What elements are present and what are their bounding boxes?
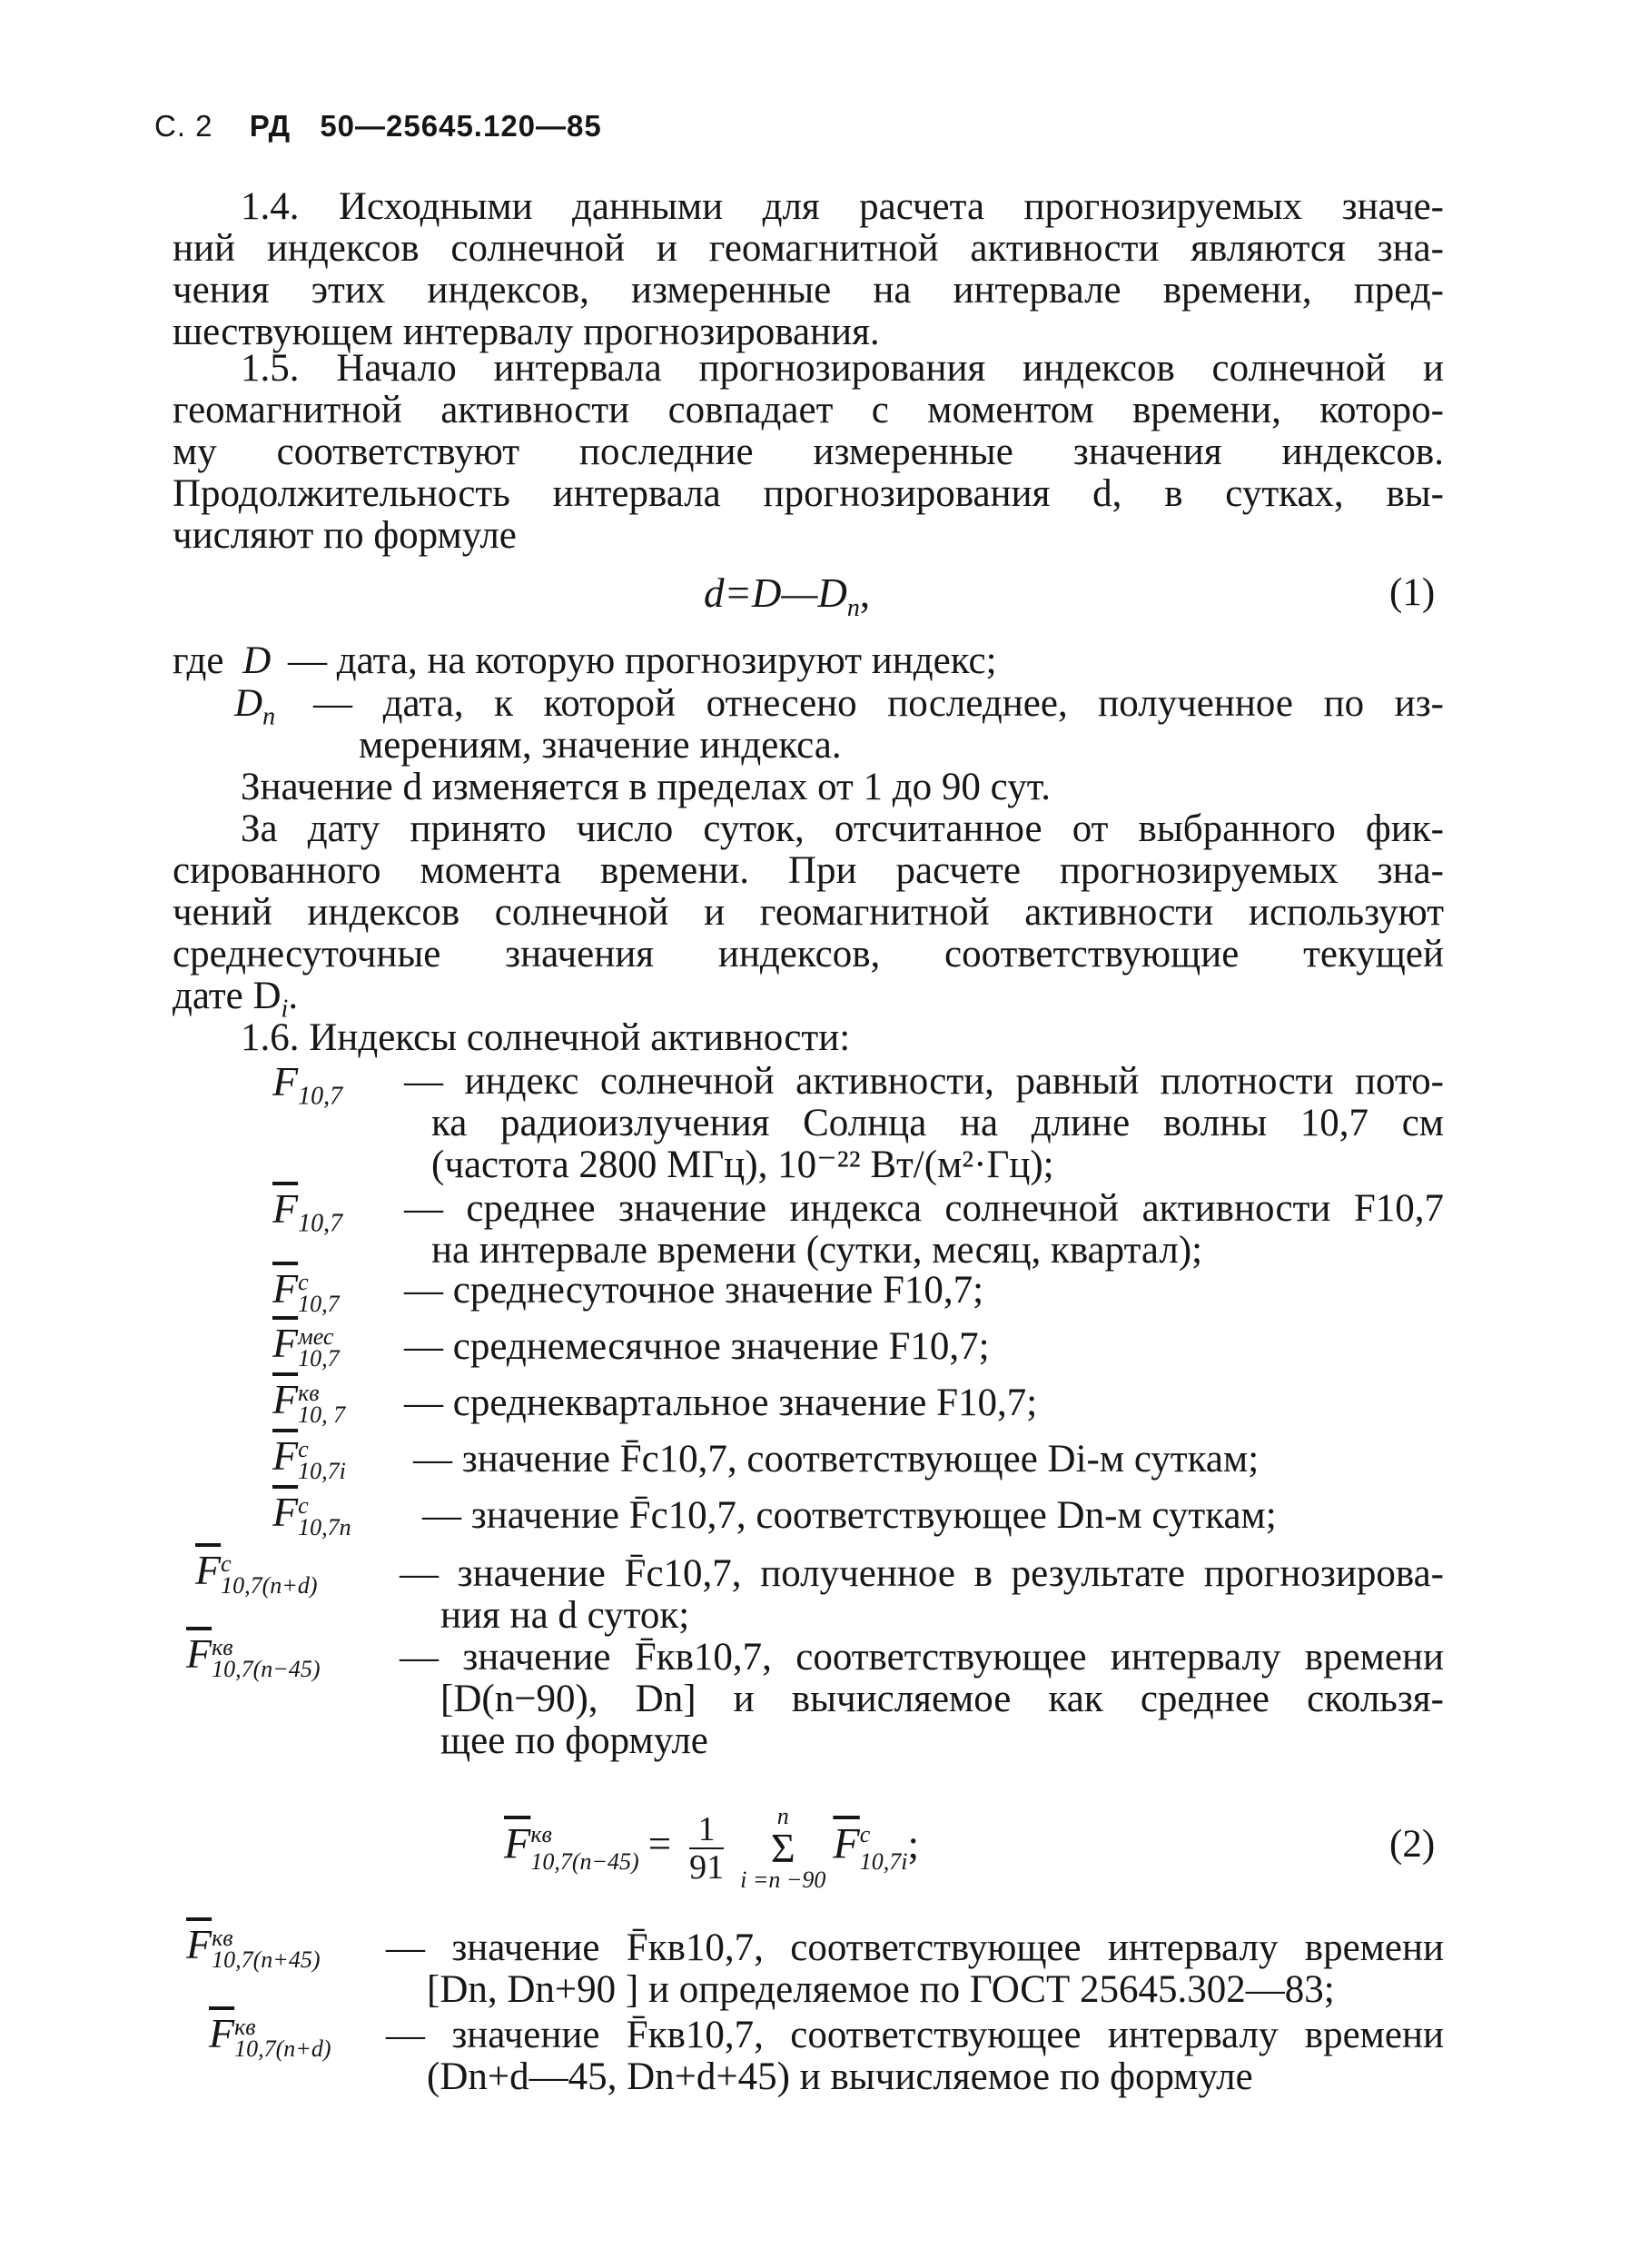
definition-text <box>386 1927 1444 2011</box>
formula-2-lhs-sup: кв <box>530 1821 552 1847</box>
symbol-sub: 10,7i <box>298 1458 346 1485</box>
definition-text <box>422 1495 1444 1537</box>
symbol-main: $\overline{F}$ <box>272 1320 299 1366</box>
formula-2-eq: = <box>647 1821 672 1867</box>
definition-text <box>404 1061 1444 1186</box>
definition-symbol <box>272 1058 418 1111</box>
symbol-sub: 10,7 <box>298 1082 343 1111</box>
doc-number: 50—25645.120—85 <box>320 109 602 143</box>
formula-1-sub: n <box>846 594 860 622</box>
formula-2-tail: ; <box>907 1821 919 1867</box>
text-line: — значение F̄кв10,7, соответствующее интервалу времени <box>386 1926 1444 1969</box>
text-line: [D(n−90), Dn] и вычисляемое как среднее скользя- <box>440 1678 1444 1720</box>
definition-symbol <box>272 1432 418 1485</box>
symbol-sup: мес <box>298 1323 334 1351</box>
symbol-main: $\overline{F}$ <box>195 1547 222 1593</box>
text-line: — значение F̄с10,7, соответствующее Dn-м суткам; <box>422 1494 1277 1537</box>
range-line: Значение d изменяется в пределах от 1 до 90 сут. <box>241 766 1051 808</box>
text-line: — индекс солнечной активности, равный плотности пото- <box>404 1060 1444 1103</box>
definition-symbol <box>186 1630 422 1683</box>
formula-1 <box>704 570 871 622</box>
definition-text <box>400 1637 1444 1762</box>
symbol-main: $\overline{F}$ <box>272 1265 299 1312</box>
text-line: ний индексов солнечной и геомагнитной активности являются зна- <box>173 227 1444 270</box>
symbol-main: $\overline{F}$ <box>186 1630 212 1677</box>
page-header <box>154 109 602 144</box>
text-line: 1.4. Исходными данными для расчета прогнозируемых значе- <box>241 185 1444 228</box>
where-Dn-text: — дата, к которой отнесено последнее, полученное по из- <box>313 682 1444 725</box>
definition-symbol <box>195 1547 422 1599</box>
definition-text <box>404 1188 1444 1272</box>
text-line: среднесуточные значения индексов, соответствующие текущей <box>173 933 1444 976</box>
text-line: — значение F̄с10,7, полученное в результате прогнозирова- <box>400 1552 1444 1595</box>
formula-2-frac-num: 1 <box>689 1811 724 1849</box>
text-line: сированного момента времени. При расчете прогнозируемых зна- <box>173 849 1444 892</box>
definition-symbol <box>272 1185 418 1238</box>
text-sub: i <box>281 995 289 1024</box>
text-line: шествующем интервалу прогнозирования. <box>173 311 880 353</box>
symbol-main: $\overline{F}$ <box>272 1489 299 1535</box>
symbol-main: $\overline{F}$ <box>272 1432 299 1479</box>
symbol-sub: 10,7 <box>298 1209 343 1238</box>
symbol-sup: кв <box>212 1925 233 1952</box>
definition-text <box>404 1270 1444 1312</box>
text-fragment: дате D <box>173 975 282 1017</box>
symbol-sub: 10,7(n−45) <box>212 1656 321 1683</box>
definition-text <box>386 2015 1444 2098</box>
formula-2-lhs: $\overline{F}$ <box>504 1819 531 1868</box>
symbol-sub: 10,7n <box>298 1514 351 1541</box>
text-line: — среднее значение индекса солнечной активности F10,7 <box>404 1187 1444 1230</box>
formula-2-rhs-sub: 10,7i <box>859 1848 908 1875</box>
symbol-sup: с <box>298 1436 309 1463</box>
symbol-sub: 10, 7 <box>298 1401 346 1429</box>
symbol-sub: 10,7(n+d) <box>234 2035 331 2063</box>
symbol-sub: 10,7 <box>298 1345 340 1372</box>
text-line: — значение F̄кв10,7, соответствующее интервалу времени <box>386 2014 1444 2056</box>
symbol-main: $\overline{F}$ <box>209 2010 235 2056</box>
section-1-6-title: 1.6. Индексы солнечной активности: <box>241 1016 851 1059</box>
symbol-D: D <box>242 639 272 682</box>
symbol-sub: 10,7 <box>298 1291 340 1318</box>
symbol-sup: с <box>298 1269 309 1296</box>
text-line: Продолжительность интервала прогнозирования d, в сутках, вы- <box>173 472 1444 515</box>
text-line: — среднесуточное значение F10,7; <box>404 1269 984 1312</box>
formula-1-body: d=D—D <box>704 570 847 616</box>
formula-2-rhs-sup: с <box>859 1821 871 1847</box>
definition-text <box>404 1382 1444 1424</box>
text-line: (Dn+d—45, Dn+d+45) и вычисляемое по формуле <box>427 2055 1253 2098</box>
text-fragment: . <box>288 975 299 1017</box>
symbol-main: F <box>272 1058 299 1104</box>
symbol-sup: с <box>221 1550 232 1578</box>
formula-2 <box>504 1803 919 1894</box>
formula-2-frac-den: 91 <box>689 1848 725 1887</box>
doc-code: РД <box>249 109 291 143</box>
text-line: щее по формуле <box>440 1719 708 1762</box>
where-Dn-text-2: мерениям, значение индекса. <box>359 724 842 767</box>
page-number: С. 2 <box>154 109 213 143</box>
where-prefix: где <box>173 639 224 682</box>
where-D-text: — дата, на которую прогнозируют индекс; <box>288 639 997 682</box>
text-line: — значение F̄с10,7, соответствующее Di-м суткам; <box>413 1438 1260 1481</box>
definition-symbol <box>272 1322 418 1370</box>
symbol-main: $\overline{F}$ <box>272 1376 299 1422</box>
definition-text <box>400 1553 1444 1637</box>
symbol-sup: кв <box>298 1380 320 1407</box>
symbol-sub: 10,7(n+d) <box>221 1572 318 1599</box>
definition-symbol <box>272 1376 418 1429</box>
symbol-main: $\overline{F}$ <box>186 1921 212 1967</box>
text-line: чений индексов солнечной и геомагнитной активности используют <box>173 891 1444 934</box>
text-line: [Dn, Dn+90 ] и определяемое по ГОСТ 25645.302—83; <box>427 1968 1335 2011</box>
symbol-sup: кв <box>212 1634 233 1661</box>
text-line: ка радиоизлучения Солнца на длине волны 10,7 см <box>431 1102 1444 1144</box>
symbol-main: $\overline{F}$ <box>272 1185 299 1232</box>
symbol-sup: с <box>298 1492 309 1520</box>
definition-text <box>413 1439 1444 1481</box>
text-line: — среднемесячное значение F10,7; <box>404 1325 990 1368</box>
text-line: (частота 2800 МГц), 10⁻²² Вт/(м²·Гц); <box>431 1144 1054 1186</box>
definition-symbol <box>272 1265 418 1318</box>
text-line: — среднеквартальное значение F10,7; <box>404 1382 1038 1424</box>
formula-2-sum-top: n <box>776 1803 789 1829</box>
where-D-line <box>173 640 997 682</box>
text-line: 1.5. Начало интервала прогнозирования индексов солнечной и <box>241 347 1444 390</box>
text-line: За дату принято число суток, отсчитанное от выбранного фик- <box>241 807 1444 850</box>
text-line: геомагнитной активности совпадает с моментом времени, которо- <box>173 389 1444 431</box>
equation-number-1: (1) <box>1389 571 1436 614</box>
equation-number-2: (2) <box>1389 1823 1436 1866</box>
symbol-sup: кв <box>234 2014 256 2041</box>
text-line: числяют по формуле <box>173 514 517 557</box>
formula-2-rhs: $\overline{F}$ <box>833 1819 860 1868</box>
formula-2-sum-bottom: i =n −90 <box>740 1867 826 1893</box>
text-line <box>173 975 299 1024</box>
text-line: му соответствуют последние измеренные значения индексов. <box>173 431 1444 473</box>
text-line: на интервале времени (сутки, месяц, квартал); <box>431 1229 1203 1272</box>
formula-1-tail: , <box>859 570 871 616</box>
formula-2-lhs-sub: 10,7(n−45) <box>530 1848 639 1875</box>
symbol-sub: 10,7(n+45) <box>212 1946 321 1974</box>
text-line: — значение F̄кв10,7, соответствующее интервалу времени <box>400 1636 1444 1679</box>
symbol-Dn-main: D <box>234 682 263 725</box>
symbol-Dn-sub: n <box>262 702 276 731</box>
text-line: чения этих индексов, измеренные на интервале времени, пред- <box>173 269 1444 312</box>
definition-symbol <box>272 1491 418 1539</box>
text-line: ния на d суток; <box>440 1594 690 1637</box>
symbol-Dn <box>234 682 276 731</box>
definition-text <box>404 1326 1444 1368</box>
formula-2-sum-sign: Σ <box>770 1825 795 1871</box>
